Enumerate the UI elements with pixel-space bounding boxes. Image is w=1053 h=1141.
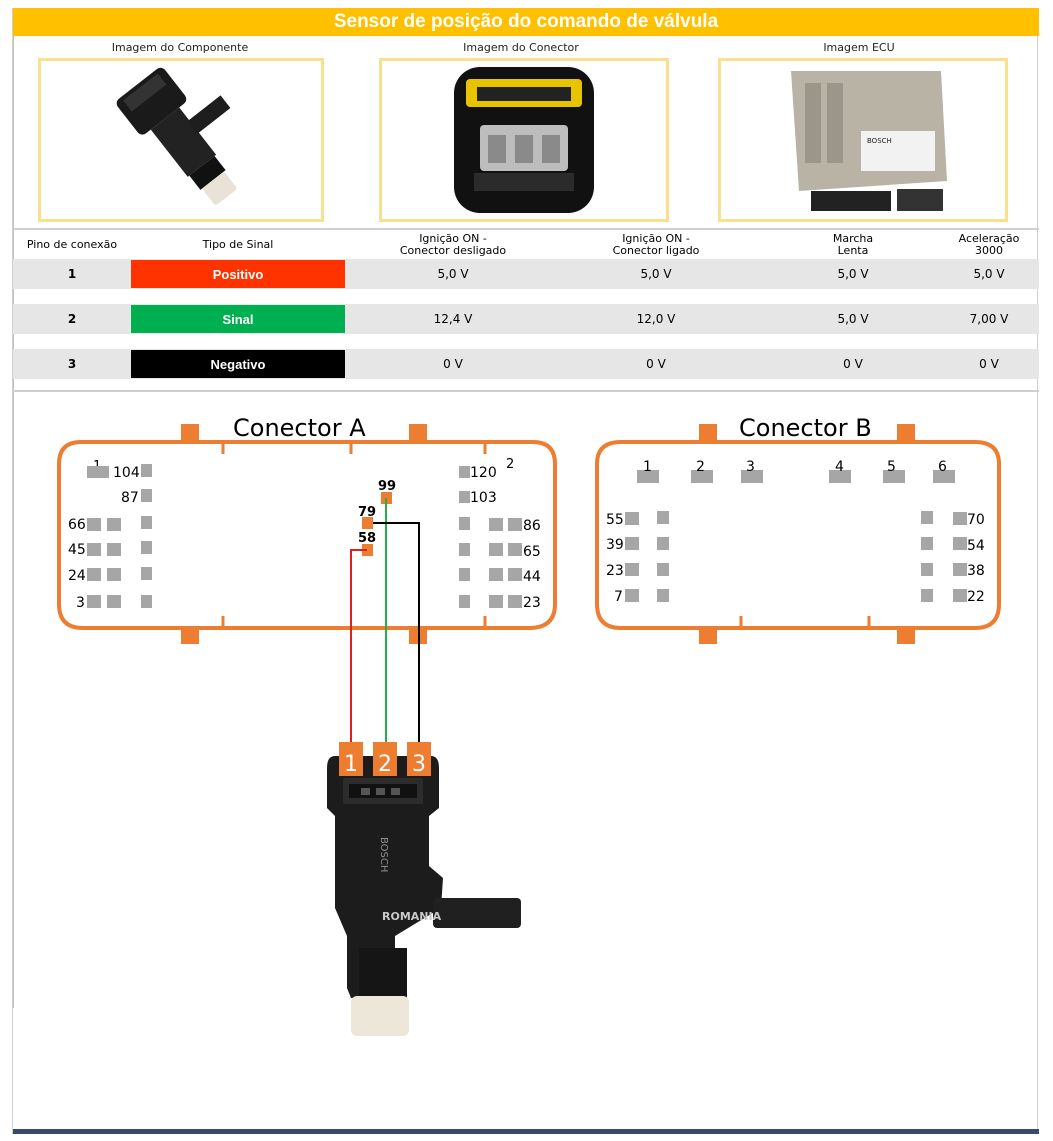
component-image-caption: Imagem do Componente <box>111 41 249 54</box>
page <box>12 8 1038 1134</box>
pin-b-label-3: 3 <box>746 459 755 475</box>
pin-label-87: 87 <box>121 490 139 506</box>
pin-label-86: 86 <box>523 518 541 534</box>
sensor-photo <box>327 756 521 1036</box>
row-accel: 0 V <box>979 357 999 371</box>
pin-label-24: 24 <box>68 568 86 584</box>
pin-label-99: 99 <box>378 479 397 494</box>
connector-a-right-pins <box>459 466 522 608</box>
footer-bar <box>13 1129 1039 1134</box>
connector-a-title: Conector A <box>233 414 366 442</box>
pin-b-label-22: 22 <box>967 589 985 605</box>
pin-b-label-1: 1 <box>643 459 652 475</box>
ecu-image-caption: Imagem ECU <box>823 41 895 54</box>
connector-image-caption: Imagem do Conector <box>463 41 579 54</box>
sensor-pin-markers <box>339 742 431 777</box>
row-ign-on: 0 V <box>646 357 666 371</box>
wiring-diagram <box>13 8 1039 1134</box>
header-idle-line1: Marcha <box>832 232 874 245</box>
row-signal: Negativo <box>131 350 345 378</box>
pin-label-103: 103 <box>470 490 497 506</box>
pin-label-66: 66 <box>68 517 86 533</box>
pin-b-label-38: 38 <box>967 563 985 579</box>
connector-a-corner-2: 2 <box>506 457 515 472</box>
connector-b-title: Conector B <box>739 414 872 442</box>
sensor-brand: BOSCH <box>378 837 389 873</box>
pin-label-120: 120 <box>470 465 497 481</box>
pin-label-3: 3 <box>76 595 85 611</box>
pin-b-label-2: 2 <box>696 459 705 475</box>
sensor-label: ROMANIA <box>382 910 442 923</box>
connector-b-pins <box>625 470 967 602</box>
ecu-brand-label: BOSCH <box>867 137 892 145</box>
header-pin: Pino de conexão <box>26 238 118 251</box>
pin-label-44: 44 <box>523 569 541 585</box>
row-ign-off: 5,0 V <box>437 267 469 281</box>
row-idle: 5,0 V <box>837 312 869 326</box>
row-pin: 2 <box>67 312 77 326</box>
pin-b-label-5: 5 <box>887 459 896 475</box>
connector-a <box>59 414 555 644</box>
sensor-pin-2: 2 <box>378 752 392 777</box>
header-ign-on-line1: Ignição ON - <box>622 232 690 245</box>
row-ign-off: 0 V <box>443 357 463 371</box>
connector-a-left-pins <box>87 464 152 608</box>
pin-b-label-6: 6 <box>938 459 947 475</box>
pin-label-104: 104 <box>113 465 140 481</box>
pin-b-label-23: 23 <box>606 563 624 579</box>
pin-label-23: 23 <box>523 595 541 611</box>
pin-label-45: 45 <box>68 542 86 558</box>
pin-label-58: 58 <box>358 531 377 546</box>
header-ign-on-line2: Conector ligado <box>612 244 700 257</box>
pin-label-65: 65 <box>523 544 541 560</box>
row-pin: 1 <box>67 267 77 281</box>
pin-b-label-7: 7 <box>614 589 623 605</box>
row-pin: 3 <box>67 357 77 371</box>
pin-b-label-70: 70 <box>967 512 985 528</box>
header-accel-line1: Aceleração <box>958 232 1020 245</box>
row-ign-on: 5,0 V <box>640 267 672 281</box>
header-ign-off-line2: Conector desligado <box>399 244 507 257</box>
pin-b-label-54: 54 <box>967 538 985 554</box>
connector-b <box>597 414 999 644</box>
pin-label-79: 79 <box>358 505 377 520</box>
row-accel: 7,00 V <box>969 312 1009 326</box>
row-idle: 0 V <box>843 357 863 371</box>
row-accel: 5,0 V <box>973 267 1005 281</box>
header-ign-off-line1: Ignição ON - <box>419 232 487 245</box>
row-idle: 5,0 V <box>837 267 869 281</box>
row-signal: Sinal <box>131 305 345 333</box>
header-signal: Tipo de Sinal <box>202 238 274 251</box>
pin-b-label-4: 4 <box>835 459 844 475</box>
page-title: Sensor de posição do comando de válvula <box>13 8 1039 36</box>
pin-b-label-55: 55 <box>606 512 624 528</box>
pin-b-label-39: 39 <box>606 537 624 553</box>
header-accel-line2: 3000 <box>975 244 1003 257</box>
row-ign-off: 12,4 V <box>433 312 473 326</box>
sensor-pin-3: 3 <box>412 752 426 777</box>
row-signal: Positivo <box>131 260 345 288</box>
sensor-pin-1: 1 <box>344 752 358 777</box>
row-ign-on: 12,0 V <box>636 312 676 326</box>
header-idle-line2: Lenta <box>837 244 869 257</box>
wire-red <box>351 550 367 748</box>
